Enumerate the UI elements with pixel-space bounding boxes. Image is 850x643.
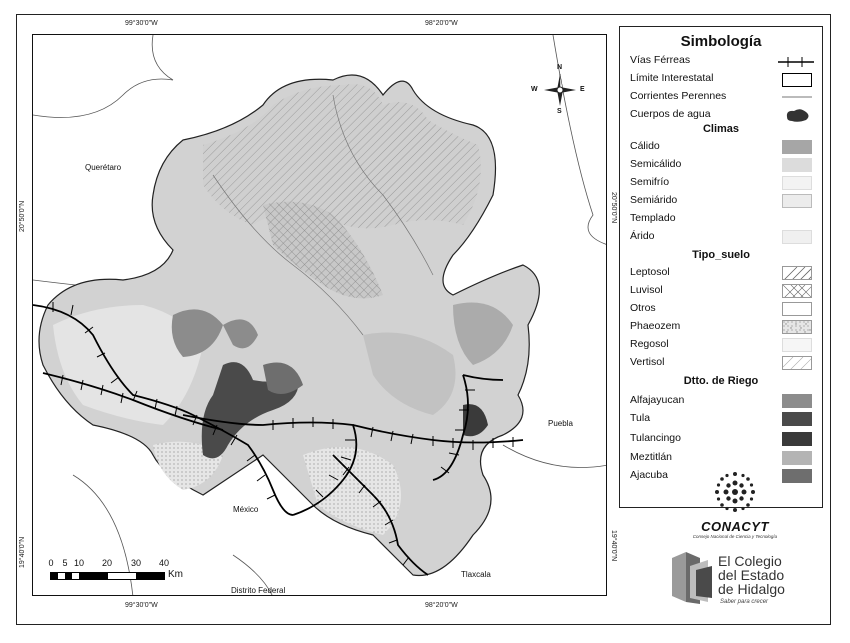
scale-tick: 40 [158,558,170,568]
alfajayucan-swatch [782,394,812,408]
phaeozem-swatch [782,320,812,334]
semifrio-swatch [782,176,812,190]
label-mexico: México [233,505,259,514]
label-puebla: Puebla [548,419,573,428]
legend-item-phaeozem: Phaeozem [630,320,681,332]
legend-item-semifrio: Semifrío [630,176,670,188]
colegio-name-line2: del Estado [718,567,785,583]
conacyt-subtitle: Consejo Nacional de Ciencia y Tecnología [692,534,778,539]
coord-right-lower: 19°40'0"N [610,530,617,562]
scale-tick: 30 [130,558,142,568]
legend-item-otros: Otros [630,302,656,314]
legend-item-meztitlan: Meztitlán [630,451,673,463]
coord-left-upper: 20°50'0"N [19,200,26,232]
legend-item-templado: Templado [630,212,676,224]
legend-item-semiarido: Semiárido [630,194,678,206]
label-tlaxcala: Tlaxcala [461,570,491,579]
water-body-icon [784,107,812,123]
conacyt-logo-icon [710,470,760,514]
legend-item-regosol: Regosol [630,338,669,350]
compass-w: W [531,86,538,93]
label-distrito-federal: Distrito Federal [231,586,286,595]
scale-tick: 20 [101,558,113,568]
legend-item-rivers: Corrientes Perennes [630,90,727,102]
colegio-slogan: Saber para crecer [720,599,769,605]
legend-item-arido: Árido [630,230,655,242]
map-area[interactable] [32,34,607,596]
arido-swatch [782,230,812,244]
legend-riego-title: Dtto. de Riego [683,375,759,387]
colegio-logo-icon [668,548,714,606]
otros-swatch [782,302,812,316]
leptosol-swatch [782,266,812,280]
legend-item-tula: Tula [630,412,651,424]
legend-item-ajacuba: Ajacuba [630,469,668,481]
compass-s: S [557,108,562,115]
label-queretaro: Querétaro [85,163,122,172]
scale-unit: Km [168,569,183,580]
colegio-name-line3: de Hidalgo [718,581,785,597]
legend-item-railways: Vías Férreas [630,54,691,66]
coord-top-left: 99°30'0"W [125,20,158,27]
legend-item-boundary: Límite Interestatal [630,72,714,84]
boundary-swatch [782,73,812,87]
legend-title: Simbología [680,33,762,50]
compass-rose-icon [531,64,585,115]
legend-item-water: Cuerpos de agua [630,108,711,120]
legend-panel [619,26,823,508]
leptosol-region [203,84,481,228]
railway-symbol-icon [776,56,816,68]
coord-right-upper: 20°50'0"N [610,192,617,224]
legend-climas-title: Climas [702,123,740,135]
legend-suelo-title: Tipo_suelo [692,249,750,261]
colegio-name-line1: El Colegio [718,553,782,569]
coord-bottom-right: 98°20'0"W [425,602,458,609]
legend-item-semicalido: Semicálido [630,158,682,170]
coord-bottom-left: 99°30'0"W [125,602,158,609]
river-symbol-icon [782,93,812,101]
legend-item-luvisol: Luvisol [630,284,663,296]
scale-tick: 0 [48,558,54,568]
coord-top-right: 98°20'0"W [425,20,458,27]
scale-tick: 5 [62,558,68,568]
vertisol-swatch [782,356,812,370]
tulancingo-swatch [782,432,812,446]
boundary-line [33,79,173,118]
legend-item-vertisol: Vertisol [630,356,665,368]
legend-item-leptosol: Leptosol [630,266,670,278]
boundary-line [152,35,173,80]
regosol-swatch [782,338,812,352]
map-svg [33,35,607,596]
compass-e: E [580,86,585,93]
meztitlan-swatch [782,451,812,465]
semicalido-swatch [782,158,812,172]
compass-n: N [557,64,563,71]
tula-swatch [782,412,812,426]
colegio-hidalgo-logo [668,548,818,618]
legend-item-tulancingo: Tulancingo [630,432,681,444]
coord-left-lower: 19°40'0"N [19,536,26,568]
conacyt-logo [660,470,810,550]
legend-item-alfajayucan: Alfajayucan [630,394,685,406]
semiarido-swatch [782,194,812,208]
legend-item-calido: Cálido [630,140,660,152]
conacyt-name: CONACYT [701,519,769,534]
luvisol-swatch [782,284,812,298]
calido-swatch [782,140,812,154]
scale-tick: 10 [73,558,85,568]
boundary-line [503,445,607,468]
